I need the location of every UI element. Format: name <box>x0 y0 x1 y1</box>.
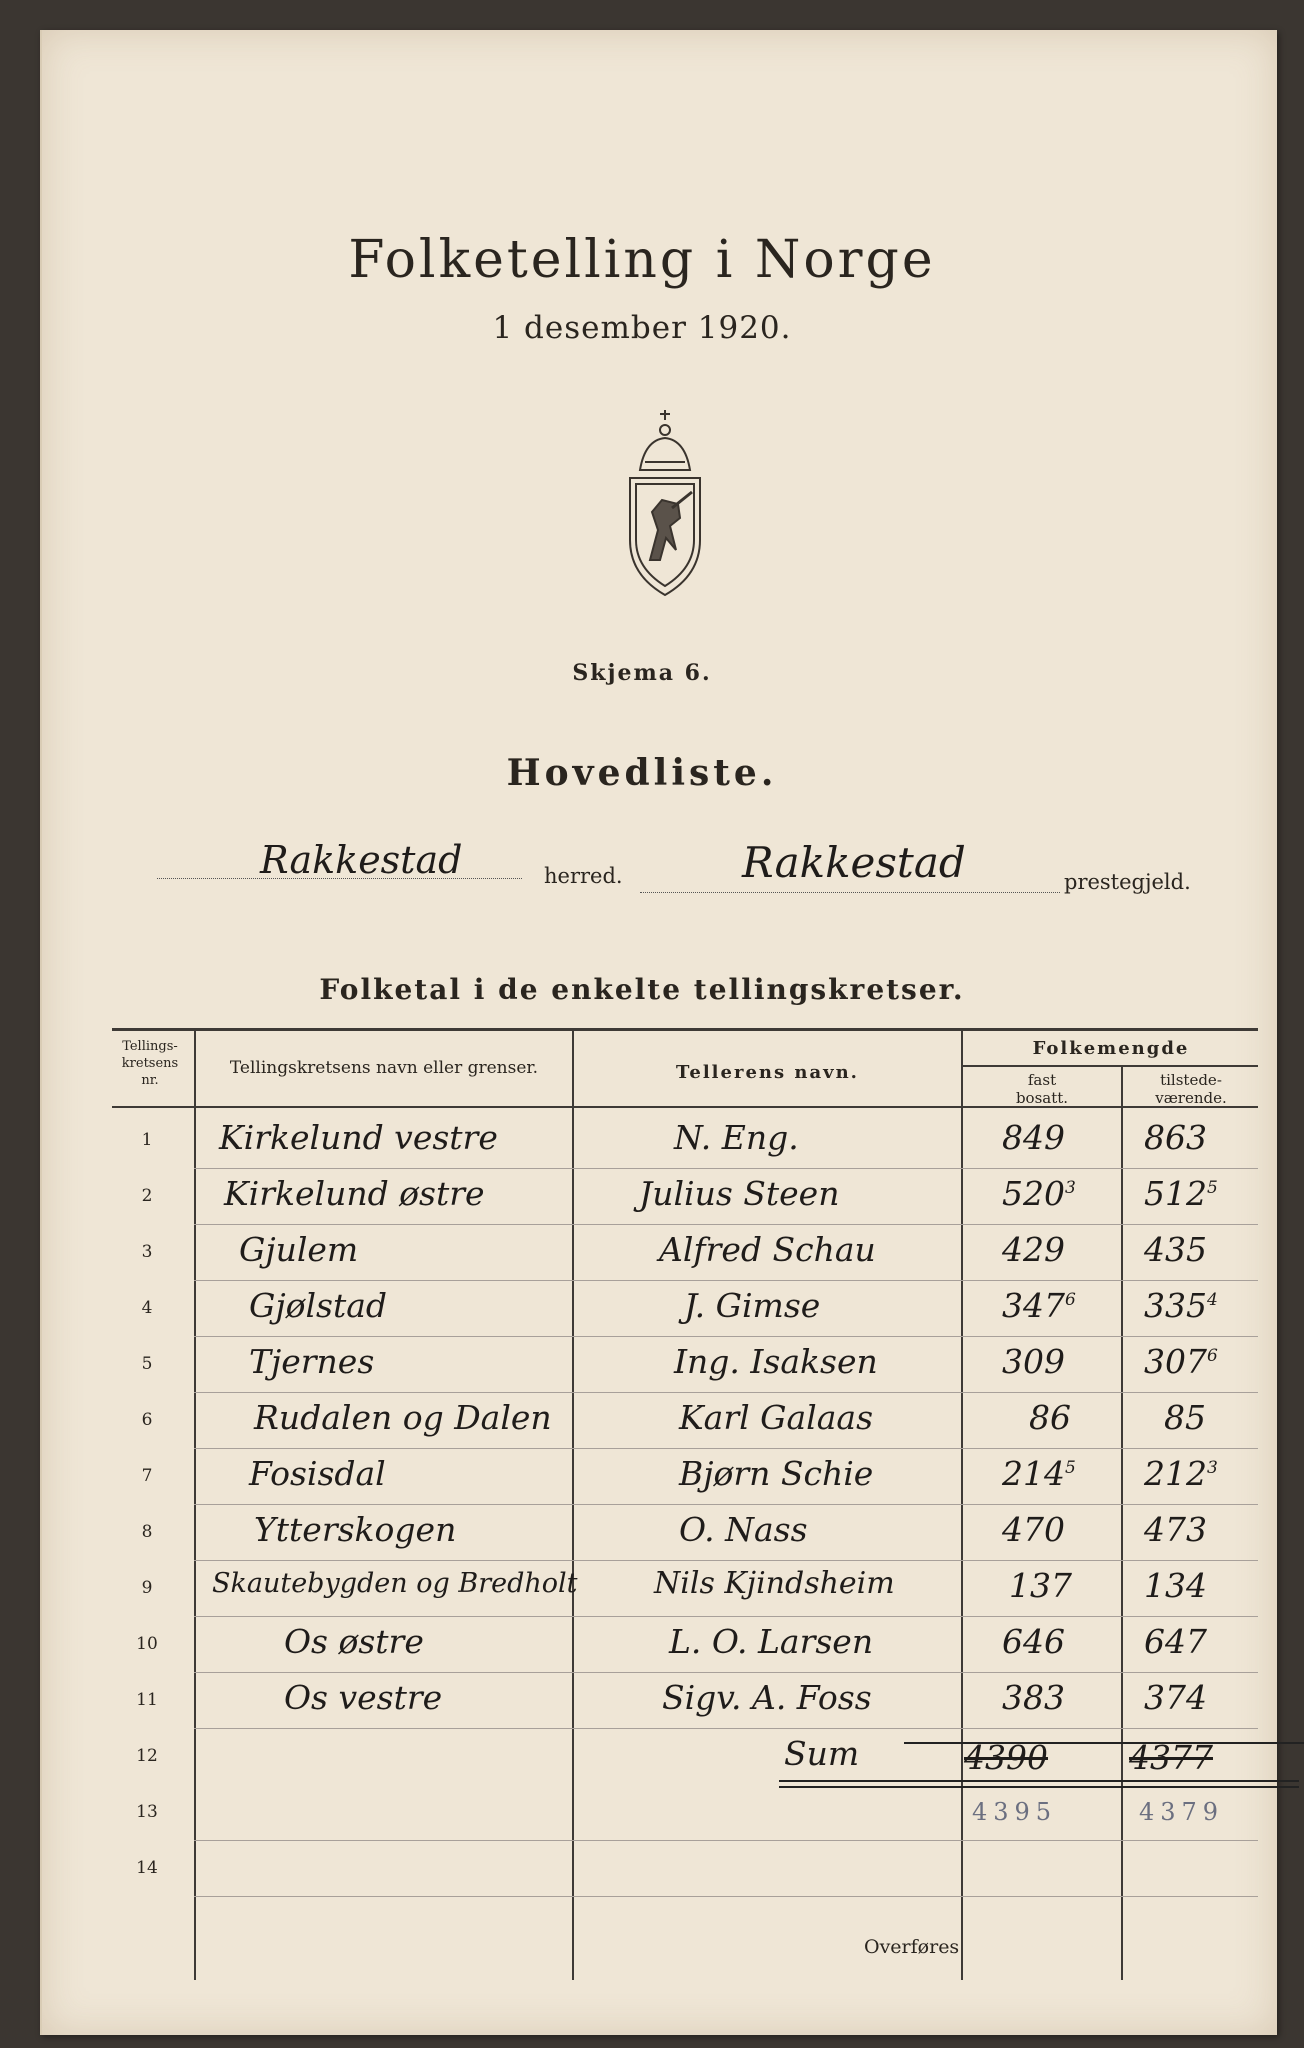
fast-bosatt-value: 470 <box>1002 1510 1065 1549</box>
tilstedevaerende-value: $212^3$ <box>1144 1454 1218 1493</box>
sum-double-underline <box>779 1786 1299 1788</box>
row-rule <box>194 1168 1258 1169</box>
row-number: 11 <box>136 1690 158 1710</box>
district-name: Gjølstad <box>249 1286 388 1325</box>
counter-name: L. O. Larsen <box>669 1622 874 1661</box>
fast-bosatt-value: 309 <box>1002 1342 1065 1381</box>
header-nr: Tellings- kretsens nr. <box>121 1039 179 1088</box>
col-divider-counter <box>961 1030 963 1980</box>
correction-note: 5 <box>1065 1458 1076 1478</box>
sum-label: Sum <box>784 1734 860 1773</box>
row-rule <box>194 1896 1258 1897</box>
corrected-fast-bosatt: 4395 <box>972 1798 1058 1826</box>
tilstedevaerende-value: 134 <box>1144 1566 1207 1605</box>
correction-note: 5 <box>1207 1178 1218 1198</box>
row-rule <box>194 1392 1258 1393</box>
row-rule <box>194 1224 1258 1225</box>
census-date: 1 desember 1920. <box>492 310 792 346</box>
row-rule <box>194 1448 1258 1449</box>
tilstedevaerende-value: 473 <box>1144 1510 1207 1549</box>
row-number: 12 <box>136 1746 158 1766</box>
fast-bosatt-value: 429 <box>1002 1230 1065 1269</box>
row-number: 8 <box>141 1522 153 1542</box>
tilstedevaerende-value: $512^5$ <box>1144 1174 1218 1213</box>
correction-note: 6 <box>1207 1346 1218 1366</box>
row-rule <box>194 1728 1258 1729</box>
census-table <box>94 1028 1264 1983</box>
district-name: Ytterskogen <box>254 1510 457 1549</box>
district-name: Skautebygden og Bredholt <box>212 1568 578 1599</box>
district-name: Kirkelund vestre <box>219 1118 498 1157</box>
fast-bosatt-value: 383 <box>1002 1678 1065 1717</box>
row-number: 10 <box>136 1634 158 1654</box>
fast-bosatt-value: 86 <box>1029 1398 1071 1437</box>
row-rule <box>194 1840 1258 1841</box>
section-title: Folketal i de enkelte tellingskretser. <box>319 973 965 1006</box>
counter-name: Ing. Isaksen <box>674 1342 878 1381</box>
row-number: 2 <box>141 1186 153 1206</box>
correction-note: 6 <box>1065 1290 1076 1310</box>
correction-note: 3 <box>1207 1458 1218 1478</box>
table-top-rule <box>112 1028 1258 1031</box>
district-name: Os østre <box>284 1622 424 1661</box>
correction-note: 3 <box>1065 1178 1076 1198</box>
row-number: 3 <box>141 1242 153 1262</box>
district-name: Rudalen og Dalen <box>254 1398 552 1437</box>
tilstedevaerende-value: 85 <box>1164 1398 1206 1437</box>
tilstedevaerende-value: $335^4$ <box>1144 1286 1218 1325</box>
form-title: Folketelling i Norge <box>348 230 936 290</box>
row-rule <box>194 1672 1258 1673</box>
district-name: Kirkelund østre <box>224 1174 485 1213</box>
row-rule <box>194 1504 1258 1505</box>
col-divider-nr <box>194 1030 196 1980</box>
corrected-tilstedevaerende: 4379 <box>1139 1798 1225 1826</box>
col-divider-name <box>572 1030 574 1980</box>
carry-over-label: Overføres <box>864 1936 960 1958</box>
counter-name: J. Gimse <box>684 1286 821 1325</box>
prestegjeld-fill-line <box>640 892 1060 893</box>
herred-label: herred. <box>544 864 623 888</box>
row-rule <box>194 1616 1258 1617</box>
fast-bosatt-value: $214^5$ <box>1002 1454 1076 1493</box>
sum-tilstedevaerende: 4377 <box>1129 1738 1213 1777</box>
schema-number: Skjema 6. <box>572 660 712 686</box>
district-name: Gjulem <box>239 1230 359 1269</box>
counter-name: Nils Kjindsheim <box>654 1566 895 1601</box>
district-name: Tjernes <box>249 1342 375 1381</box>
counter-name: N. Eng. <box>674 1118 799 1157</box>
district-name: Fosisdal <box>249 1454 386 1493</box>
counter-name: Sigv. A. Foss <box>662 1678 872 1717</box>
header-population: Folkemengde <box>1032 1038 1190 1059</box>
counter-name: Karl Galaas <box>679 1398 874 1437</box>
row-number: 5 <box>141 1354 153 1374</box>
header-name: Tellingskretsens navn eller grenser. <box>229 1058 539 1078</box>
row-number: 1 <box>141 1130 153 1150</box>
prestegjeld-value: Rakkestad <box>742 838 966 887</box>
row-number: 13 <box>136 1802 158 1822</box>
fast-bosatt-value: 137 <box>1009 1566 1072 1605</box>
row-number: 6 <box>141 1410 153 1430</box>
row-rule <box>194 1336 1258 1337</box>
row-number: 7 <box>141 1466 153 1486</box>
sum-fast-bosatt: 4390 <box>964 1738 1048 1777</box>
herred-value: Rakkestad <box>260 838 463 882</box>
fast-bosatt-value: $520^3$ <box>1002 1174 1076 1213</box>
district-name: Os vestre <box>284 1678 443 1717</box>
counter-name: Alfred Schau <box>659 1230 876 1269</box>
row-rule <box>194 1280 1258 1281</box>
counter-name: Bjørn Schie <box>679 1454 874 1493</box>
col-divider-population <box>1121 1066 1123 1980</box>
row-number: 9 <box>141 1578 153 1598</box>
fast-bosatt-value: 646 <box>1002 1622 1065 1661</box>
tilstedevaerende-value: 374 <box>1144 1678 1207 1717</box>
tilstedevaerende-value: 863 <box>1144 1118 1207 1157</box>
population-sub-rule <box>961 1065 1258 1067</box>
header-tilstede: tilstede- værende. <box>1155 1071 1227 1107</box>
row-rule <box>194 1560 1258 1561</box>
sum-double-underline <box>779 1780 1299 1782</box>
fast-bosatt-value: 849 <box>1002 1118 1065 1157</box>
tilstedevaerende-value: $307^6$ <box>1144 1342 1218 1381</box>
list-title: Hovedliste. <box>506 752 778 794</box>
tilstedevaerende-value: 435 <box>1144 1230 1207 1269</box>
tilstedevaerende-value: 647 <box>1144 1622 1207 1661</box>
counter-name: Julius Steen <box>639 1174 840 1213</box>
row-number: 4 <box>141 1298 153 1318</box>
row-number: 14 <box>136 1858 158 1878</box>
header-fast: fast bosatt. <box>1015 1071 1069 1107</box>
prestegjeld-label: prestegjeld. <box>1064 870 1191 894</box>
norway-coat-of-arms-icon <box>600 400 730 600</box>
correction-note: 4 <box>1207 1290 1218 1310</box>
header-counter: Tellerens navn. <box>676 1062 859 1083</box>
fast-bosatt-value: $347^6$ <box>1002 1286 1076 1325</box>
census-form-page <box>40 30 1277 2035</box>
counter-name: O. Nass <box>679 1510 808 1549</box>
